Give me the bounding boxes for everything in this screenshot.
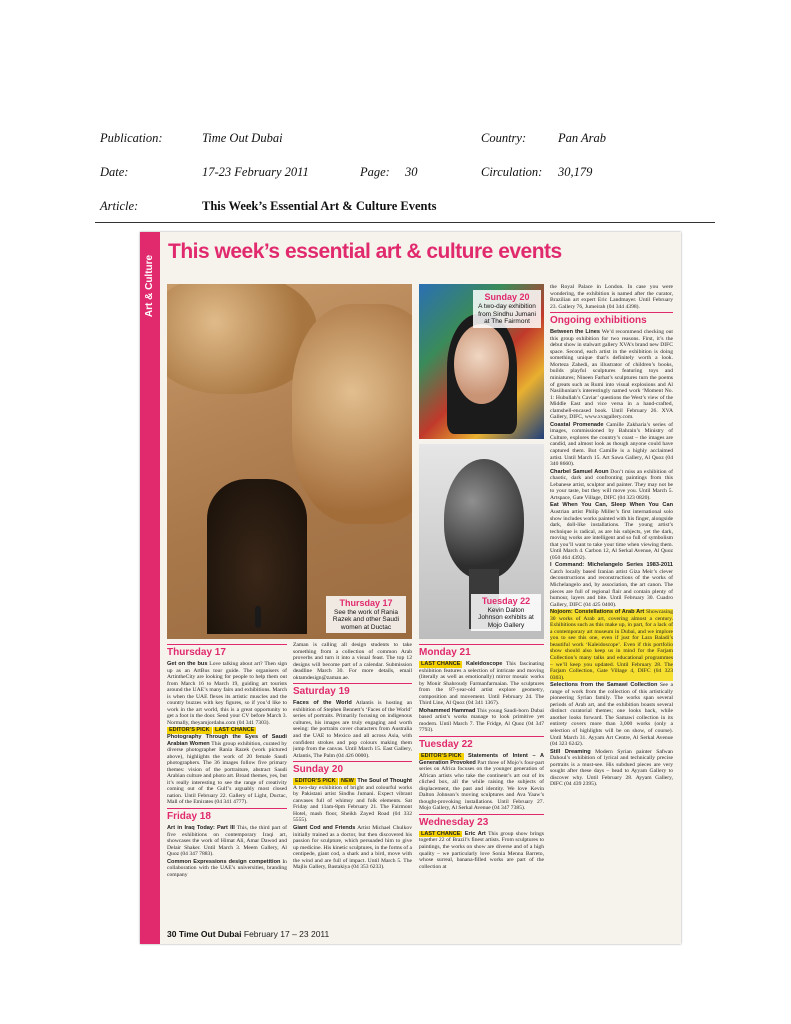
entry-kaleidoscope: LAST CHANCE Kaleidoscope This fascinating exhibition features a selection of intricate and moving (literally as well as emotionally) mirror mosaic works by Monir Shahroudy Farmanfarmaian. The sculptures from the 87-year-old artist explore geometry, composition and movement. Until February 24. The Third Line, Al Quoz (04 341 1367). — [419, 661, 544, 707]
section-saturday: Saturday 19 — [293, 683, 412, 698]
desert-cave-photo — [167, 284, 412, 639]
section-monday: Monday 21 — [419, 644, 544, 659]
publication-value: Time Out Dubai — [202, 131, 283, 145]
entry-lines: Between the Lines We’d recommend checking out this group exhibition for two reasons. First, it’s the debut show in stalwart gallery XVA’s brand new DIFC space. Second, each artist in the exhibition is doing something unique that’s definitely worth a look. Morteza Zahedi, an illustrator of children’s books, builds playful sculptures featuring toys and miniatures; Nineen Farhat’s sculptures turn the poems of greats such as Rumi into visual explosions and Al Nasiihunian’s interestingly named work ‘Moment No. 1: Hubullah’s Caviar’ questions the West’s view of the Middle East and vice versa in a hand-crafted, clamshell-encased book. Until February 26. XVA Gallery, DIFC, www.xvagallery.com. — [550, 329, 673, 421]
entry-coastal: Coastal Promenade Camille Zakharia’s series of images, commissioned by Bahrain’s Ministry of Culture, explores the country’s coast – the images are candid, and almost look as though anyone could have captured them. But Camille is a highly acclaimed artist. Until March 15. Art Sawa Gallery, Al Quoz (04 340 8660). — [550, 421, 673, 468]
section-wednesday: Wednesday 23 — [419, 814, 544, 829]
caption-tuesday: Tuesday 22 Kevin Dalton Johnson exhibits at Mojo Gallery — [471, 594, 541, 632]
caption-sunday: Sunday 20 A two-day exhibition from Sindhu Jumani at The Fairmont — [473, 290, 541, 328]
header-rule — [95, 222, 715, 223]
entry-zaman: Zaman is calling all design students to take something from a collection of common Arab proverbs and turn it into a visual feast. The top 12 designs will become part of a calendar. Submission deadline March 30. For more details, email oktamdesign@zaman.ae. — [293, 642, 412, 681]
entry-common: Common Expressions design competition In collaboration with the UAE’s universities, branding company — [167, 858, 287, 878]
column-1 — [167, 642, 287, 927]
entry-hammad: Mohammed Hammad This young Saudi-born Dubai based artist’s works manage to look primitive yet modern. Until March 7. The Fridge, Al Quoz (04 347 7793). — [419, 707, 544, 734]
footer-brand: Time Out Dubai — [178, 929, 242, 939]
section-friday: Friday 18 — [167, 808, 287, 823]
section-ongoing: Ongoing exhibitions — [550, 312, 673, 327]
clipping-headline: This week’s essential art & culture events — [168, 240, 562, 263]
entry-photography: EDITOR’S PICK LAST CHANCE Photography Through the Eyes of Saudi Arabian Women This group exhibition, curated by diverse photographer Rania Razek (work pictured above), highlights the work of 20 female Saudi photographers. The 36 images follow five primary themes: vision of the portraiture, abstract Saudi Arabian culture and photo art. Broad themes, yes, but it’s really interesting to see the range of creativity coming out of the Gulf’s arguably most closed nation. Until February 22. Gallery of Light, Ductac, Mall of the Emirates (04 341 4777). — [167, 727, 287, 806]
sculpture-photo — [419, 444, 544, 639]
date-label: Date: — [100, 165, 129, 179]
circulation-value: 30,179 — [558, 165, 593, 179]
column-4 — [550, 284, 673, 927]
side-tab — [140, 232, 160, 944]
section-tuesday: Tuesday 22 — [419, 736, 544, 751]
clipping-footer — [167, 929, 329, 939]
entry-soul: EDITOR’S PICK NEW The Soul of Thought A two-day exhibition of bright and colourful works by Pakistani artist Sindhu Jumani. Expect vibrant canvases full of whimsy and folk elements. Sat Friday and 11am-8pm February 21. The Fairmont Hotel, mash floor, Sheikh Zayed Road (04 332 5555). — [293, 778, 412, 824]
page-label: Page: — [360, 165, 390, 179]
magazine-clipping — [140, 232, 681, 944]
footer-date: February 17 – 23 2011 — [243, 929, 330, 939]
date-value: 17-23 February 2011 — [202, 165, 309, 179]
entry-aoun: Charbel Samuel Aoun Don’t miss an exhibition of chaotic, dark and confronting paintings from this Lebanese artist, sculptor and painter. They may not be to your taste, but they will move you. Until March 5. Artspace, Gate Village, DIFC (04 323 0820). — [550, 468, 673, 501]
entry-samawi: Selections from the Samawi Collection See a range of work from the collection of this artistically pioneering Syrian family. The works span several periods of Arab art, and the exhibition boasts several distinct curatorial themes; one looks back, while another looks forward. The Samawi collection in its entirety covers more than 3,000 works (only a selection of highlights will be on show, of course). Until March 31. Ayyam Art Centre, Al Serkal Avenue (04 323 6242). — [550, 682, 673, 748]
caption-thursday: Thursday 17 See the work of Rania Razek and other Saudi women at Ductac — [326, 596, 406, 634]
entry-iraq: Art in Iraq Today: Part III This, the third part of five exhibitions on contemporary Iraqi art, showcases the work of Himat Ali, Amar Dawod and Delair Shaker. Until March 3. Meem Gallery, Al Quoz (04 347 7883). — [167, 825, 287, 858]
page-value: 30 — [405, 165, 418, 179]
painting-photo — [419, 284, 544, 439]
entry-command: I Command: Michelangelo Series 1983-2011 Catch locally based Iranian artist Giza Meir’s clever deconstructions and reconstructions of the works of Michelangelo and, by association, the art canon. The pieces are full of regional flair and contain plenty of humour, layers and bite. Until February 30. Cuadro Gallery, DIFC (04 425 0400). — [550, 562, 673, 608]
entry-eric: LAST CHANCE Eric Art This group show brings together 22 of Brazil’s finest artists. From sculptures to paintings, the works on show are diverse and of a high quality – we particularly love Sonia Menna Barreto, whose surreal, banana-filled works are part of the collection at — [419, 830, 544, 870]
entry-giant: Giant Cod and Friends Artist Michael Chulkov initially trained as a doctor, but then discovered his passion for sculpture, which persuaded him to give up medicine. His kinetic sculptures, in the forms of a centipede, giant cod, a shark and a bird, move with the wind and are full of impact. Until March 5. The Majlis Gallery, Bastakiya (04 353 6233). — [293, 825, 412, 871]
entry-faces: Faces of the World Atlantis is hosting an exhibition of Stephen Bennett’s ‘Faces of the World’ series of portraits. Primarily focusing on indigenous cultures, his images are truly engaging and worth seeing: the portraits cover characters from Australia and the UAE to Mexico and all across Asia, with confident strokes and pop colours making them jump from the canvas. Until March 15. East Gallery, Atlantis, The Palm (04 426 0000). — [293, 700, 412, 759]
section-thursday: Thursday 17 — [167, 644, 287, 659]
entry-get-on-bus: Get on the bus Love talking about art? Then sign up as an ArtBus tour guide. The organisers of ArtintheCity are looking for people to help them out from March 16 to March 19, guiding art tourists around the UAE’s many fairs and exhibitions. March is when the UAE flexes its artistic muscles and the country buzzes with key figures, so if you’d like to work in the art world, this is a great opportunity to get a foot in the door. Send your CV before March 3. Normally, theyamjordahu.com (04 341 7303). — [167, 661, 287, 726]
column-3 — [419, 642, 544, 927]
article-title: This Week’s Essential Art & Culture Events — [202, 199, 437, 213]
entry-intent: EDITOR’S PICK Statements of Intent – A Generation Provoked Part three of Mojo’s four-part series on Africa focuses on the younger generation of African artists who take the continent’s art out of its cliched box, all the while raising the subjects of displacement, the past and identity. We love Kevin Dalton Johnson’s moving sculptures and Ava Yaaw’s thought-provoking installations. Until February 27. Mojo Gallery, Al Serkal Avenue (04 347 7385). — [419, 753, 544, 812]
country-value: Pan Arab — [558, 131, 607, 145]
column-2 — [293, 642, 412, 927]
entry-royal: the Royal Palace in London. In case you were wondering, the exhibition is named after the curator, Brazilian art expert Eric Landmayer. Until February 23. Gallery 76, Jumeirah (04 344 4398). — [550, 284, 673, 310]
circulation-label: Circulation: — [481, 165, 543, 179]
country-label: Country: — [481, 131, 527, 145]
side-tab-label: Art & Culture — [144, 254, 155, 318]
footer-page: 30 — [167, 929, 177, 939]
publication-label: Publication: — [100, 131, 163, 145]
entry-nojoom-highlighted: Nojoom: Constellations of Arab Art Showcasing 30 works of Arab art, covering almost a century. Exhibitions such as this make up, in part, for a lack of a contemporary art museum in Dubai, and we implore you to see this one, even if just for Lara Baladi’s beautiful work ‘Kaleidoscope’. Even if this portfolio show should also keep us in mind for the Farjam Collection’s many talks and educational programmes – we’ll keep you updated. Until February 28. The Farjam Collection, Gate Village 4, DIFC (04 323 0303). — [550, 609, 673, 681]
article-label: Article: — [100, 199, 139, 213]
entry-eat: Eat When You Can, Sleep When You Can Austrian artist Philip Miller’s first international solo show includes works painted with his finger, alongside dark, doll-like installations. The young artist’s technique is radical, as are his subjects, yet the dark, moving works are intelligent and so full of symbolism that you’ll want to take your time when viewing them. Until March 4. Carbon 12, Al Serkal Avenue, Al Quoz (050 464 4392). — [550, 502, 673, 561]
section-sunday: Sunday 20 — [293, 761, 412, 776]
entry-still: Still Dreaming Modern Syrian painter Safwan Dahoul’s exhibition of lyrical and technically precise portraits is a must-see. His subdued pieces are very sought after these days – head to Ayyam Gallery to discover why. Until February 28. Ayyam Gallery, DIFC (04 439 2395). — [550, 748, 673, 788]
